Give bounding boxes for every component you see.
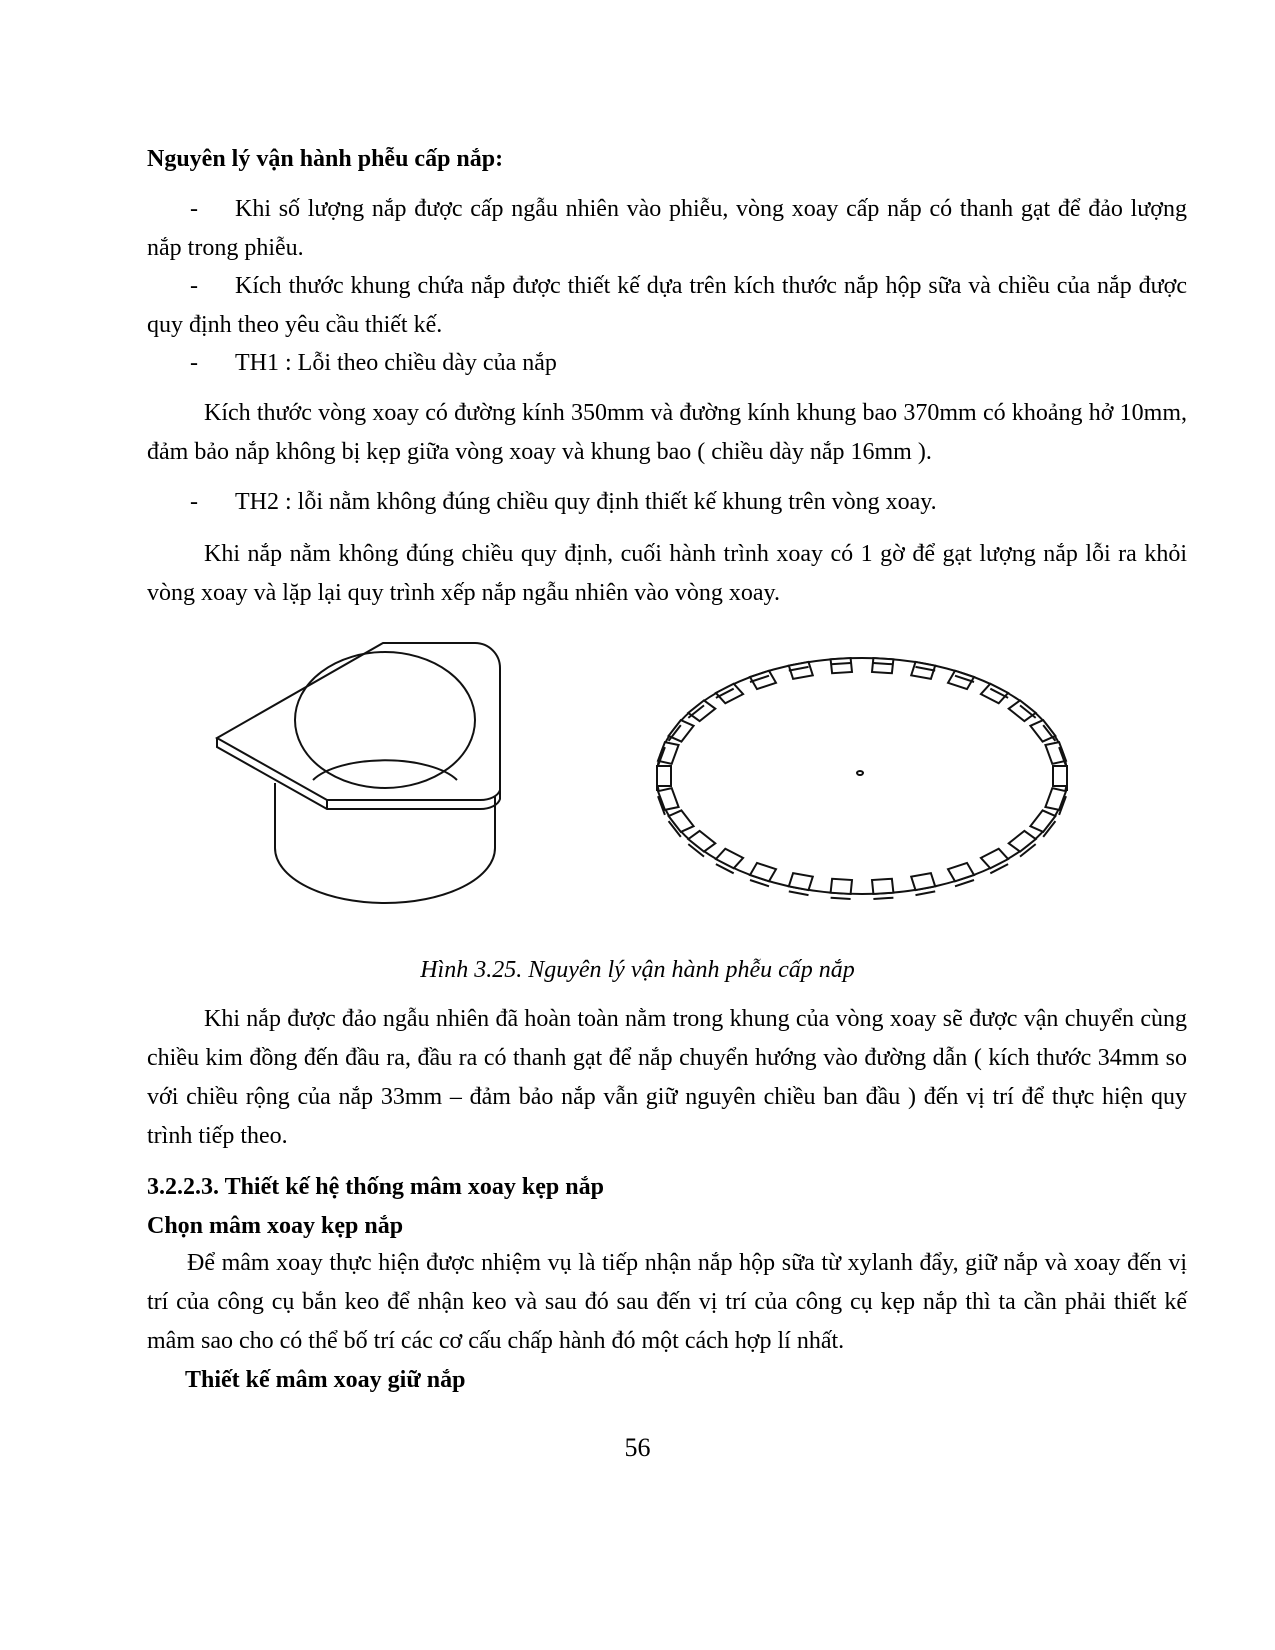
disc-notch [789, 873, 813, 890]
section-title: 3.2.2.3. Thiết kế hệ thống mâm xoay kẹp nắp [147, 1174, 604, 1200]
disc-notch-edge [831, 898, 851, 899]
disc-notch [831, 658, 852, 673]
disc-notch [658, 742, 679, 764]
bullet-text: Khi số lượng nắp được cấp ngẫu nhiên vào phiễu, vòng xoay cấp nắp có thanh gạt để đảo lượng nắp trong phiễu. [147, 196, 1187, 261]
disc-notch [1030, 720, 1055, 742]
rotating-disc-drawing [625, 640, 1105, 920]
disc-notch [831, 879, 852, 894]
disc-notch [948, 863, 974, 881]
disc-notch [1030, 810, 1055, 832]
disc-notch [750, 863, 776, 881]
bullet-marker: - [190, 196, 198, 222]
disc-notch [1009, 700, 1036, 721]
bullet-marker: - [190, 489, 198, 515]
disc-notch [688, 700, 715, 721]
bullet-item-1 [147, 190, 1187, 268]
heading-principle: Nguyên lý vận hành phễu cấp nắp: [147, 146, 504, 172]
disc-notch-edge [789, 891, 809, 895]
bullet-text: Kích thước khung chứa nắp được thiết kế dựa trên kích thước nắp hộp sữa và chiều của nắp được quy định theo yêu cầu thiết kế. [147, 273, 1187, 338]
disc-notch [669, 720, 694, 742]
bullet-marker: - [190, 273, 198, 299]
disc-notch-edge [873, 663, 893, 664]
figure-caption: Hình 3.25. Nguyên lý vận hành phễu cấp nắp [420, 957, 855, 983]
disc-notch [657, 766, 671, 786]
disc-notch [1053, 766, 1067, 786]
sub-heading-select: Chọn mâm xoay kẹp nắp [147, 1213, 404, 1239]
paragraph-th2: Khi nắp nằm không đúng chiều quy định, cuối hành trình xoay có 1 gờ để gạt lượng nắp lỗi ra khỏi vòng xoay và lặp lại quy trình xếp nắp ngẫu nhiên vào vòng xoay. [147, 541, 1187, 606]
disc-notch [1045, 742, 1066, 764]
paragraph-th1: Kích thước vòng xoay có đường kính 350mm và đường kính khung bao 370mm có khoảng hở 10mm, đảm bảo nắp không bị kẹp giữa vòng xoay và khung bao ( chiều dày nắp 16mm ). [147, 400, 1187, 465]
disc-notch [716, 684, 743, 704]
sub-heading-design: Thiết kế mâm xoay giữ nắp [185, 1367, 466, 1393]
page-number: 56 [624, 1433, 651, 1462]
disc-notch-edge [916, 891, 936, 895]
hopper-cup-drawing [205, 635, 515, 915]
bullet-item-2 [147, 267, 1187, 345]
bullet-item-th2 [147, 483, 1187, 522]
disc-notch [872, 879, 893, 894]
bullet-text: TH1 : Lỗi theo chiều dày của nắp [235, 350, 557, 376]
paragraph-after-figure: Khi nắp được đảo ngẫu nhiên đã hoàn toàn nằm trong khung của vòng xoay sẽ được vận chuyển cùng chiều kim đồng đến đầu ra, đầu ra có thanh gạt để nắp chuyển hướng vào đường dẫn ( kích thước 34mm so với chiều rộng của nắp 33mm – đảm bảo nắp vẫn giữ nguyên chiều ban đầu ) đến vị trí để thực hiện quy trình tiếp theo. [147, 1006, 1187, 1149]
disc-notch [669, 810, 694, 832]
bullet-text: TH2 : lỗi nằm không đúng chiều quy định thiết kế khung trên vòng xoay. [235, 489, 937, 515]
bullet-marker: - [190, 350, 198, 376]
paragraph-select: Để mâm xoay thực hiện được nhiệm vụ là tiếp nhận nắp hộp sữa từ xylanh đẩy, giữ nắp và xoay đến vị trí của công cụ bắn keo để nhận keo và sau đó sau đến vị trí của công cụ kẹp nắp thì ta cần phải thiết kế mâm sao cho có thể bố trí các cơ cấu chấp hành đó một cách hợp lí nhất. [147, 1250, 1187, 1354]
disc-notch-edge [873, 898, 893, 899]
disc-notch [981, 684, 1008, 704]
disc-notch-edge [831, 663, 851, 664]
bullet-item-3 [147, 344, 1187, 383]
disc-notch [872, 658, 893, 673]
disc-notch [911, 873, 935, 890]
